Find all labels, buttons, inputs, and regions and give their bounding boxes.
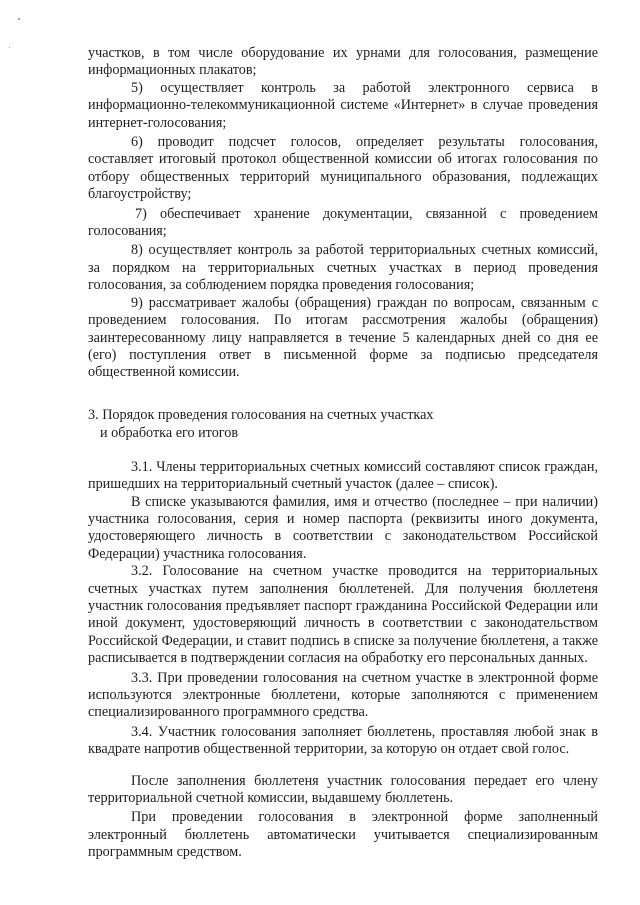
paragraph-item-8: 8) осуществляет контроль за работой территориальных счетных комиссий, за порядком на территориальных счетных участках в период проведения голосования, за соблюдением порядка проведения голосования; — [88, 242, 598, 294]
paragraph-3-3: 3.3. При проведении голосования на счетном участке в электронной форме используются электронные бюллетени, которые заполняются с применением специализированного программного средства. — [88, 669, 598, 721]
paragraph-item-7: 7) обеспечивает хранение документации, связанной с проведением голосования; — [88, 205, 598, 240]
section-heading-line-1: 3. Порядок проведения голосования на счетных участках — [88, 406, 434, 423]
section-heading-line-2: и обработка его итогов — [100, 424, 239, 441]
paragraph-3-1: 3.1. Члены территориальных счетных комиссий составляют список граждан, пришедших на территориальный счетный участок (далее – список). — [88, 458, 598, 493]
paragraph-item-9: 9) рассматривает жалобы (обращения) граждан по вопросам, связанным с проведением голосования. По итогам рассмотрения жалобы (обращения) заинтересованному лицу направляется в течение 5 календарных дней со дня ее (его) поступления ответ в письменной форме за подписью председателя общественной комиссии. — [88, 294, 598, 381]
paragraph-electronic-form: При проведении голосования в электронной форме заполненный электронный бюллетень автоматически учитывается специализированным программным средством. — [88, 809, 598, 861]
document-body — [88, 45, 598, 862]
scan-mark — [9, 47, 10, 48]
paragraph-item-5: 5) осуществляет контроль за работой электронного сервиса в информационно-телекоммуникационной системе «Интернет» в случае проведения интернет-голосования; — [88, 79, 598, 131]
paragraph-3-2: 3.2. Голосование на счетном участке проводится на территориальных счетных участках путем заполнения бюллетеней. Для получения бюллетеня участник голосования предъявляет паспорт гражданина Российской Федерации или иной документ, удостоверяющий личность в соответствии с законодательством Российской Федерации, и ставит подпись в списке за получение бюллетеня, а также расписывается в подтверждении согласия на обработку его персональных данных. — [88, 563, 598, 667]
paragraph-item-6: 6) проводит подсчет голосов, определяет результаты голосования, составляет итоговый протокол общественной комиссии об итогах голосования по отбору общественных территорий муниципального образования, подлежащих благоустройству; — [88, 134, 598, 203]
paragraph-3-4: 3.4. Участник голосования заполняет бюллетень, проставляя любой знак в квадрате напротив общественной территории, за которую он отдает свой голос. — [88, 723, 598, 758]
paragraph-list-contents: В списке указываются фамилия, имя и отчество (последнее – при наличии) участника голосования, серия и номер паспорта (реквизиты иного документа, удостоверяющего личность в соответствии с законодательством Российской Федерации) участника голосования. — [88, 493, 598, 562]
scan-mark — [18, 18, 20, 20]
paragraph-after-filling: После заполнения бюллетеня участник голосования передает его члену территориальной счетной комиссии, выдавшему бюллетень. — [88, 772, 598, 807]
paragraph-continuation: участков, в том числе оборудование их урнами для голосования, размещение информационных плакатов; — [88, 45, 598, 79]
